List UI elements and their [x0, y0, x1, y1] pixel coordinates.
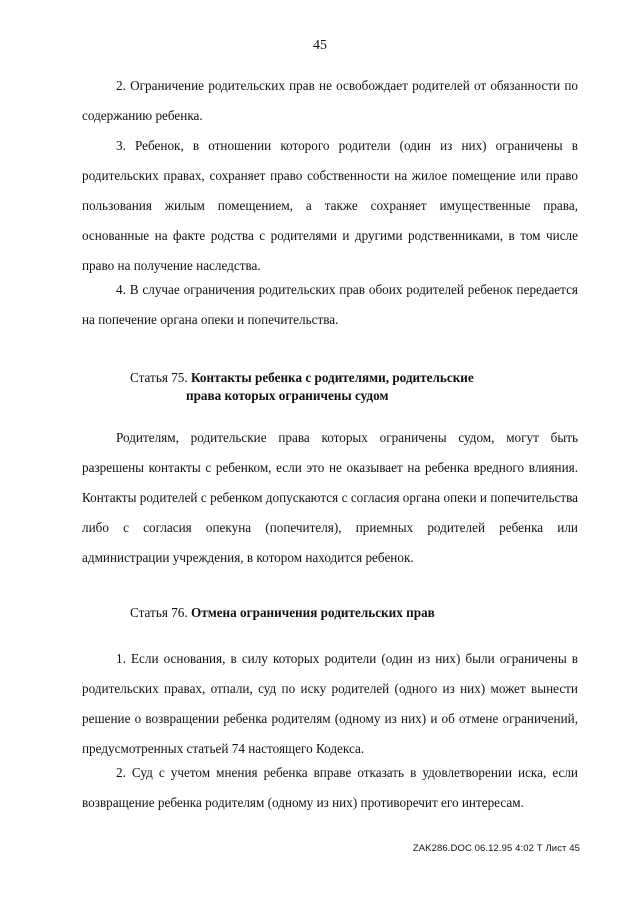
article-76-paragraph-2: 2. Суд с учетом мнения ребенка вправе отказать в удовлетворении иска, если возвращение ребенка родителям (одному из них) противоречит его интересам.	[82, 765, 578, 810]
paragraph-2: 2. Ограничение родительских прав не освобождает родителей от обязанности по содержанию ребенка.	[82, 78, 578, 123]
article-76-title: Отмена ограничения родительских прав	[190, 605, 435, 620]
paragraph-3: 3. Ребенок, в отношении которого родители (один из них) ограничены в родительских правах, сохраняет право собственности на жилое помещение или право пользования жилым помещением, а также сохраняет имущественные права, основанные на факте родства с родителями и другими родственниками, в том числе право на получение наследства.	[82, 138, 578, 273]
article-75-number: Статья 75.	[130, 370, 188, 385]
page-number: 45	[313, 38, 327, 53]
article-75-title-line2: права которых ограничены судом	[186, 388, 389, 403]
article-75-heading	[130, 369, 570, 405]
article-76-paragraph-1: 1. Если основания, в силу которых родители (один из них) были ограничены в родительских правах, отпали, суд по иску родителей (одного из них) может вынести решение о возвращении ребенка родителям (одному из них) и об отмене ограничений, предусмотренных статьей 74 настоящего Кодекса.	[82, 651, 578, 756]
footer-doc-info: ZAK286.DOC 06.12.95 4:02 Т Лист 45	[412, 843, 580, 854]
article-76-heading	[130, 604, 570, 622]
article-75-paragraph: Родителям, родительские права которых ограничены судом, могут быть разрешены контакты с ребенком, если это не оказывает на ребенка вредного влияния. Контакты родителей с ребенком допускаются с согласия органа опеки и попечительства либо с согласия опекуна (попечителя), приемных родителей ребенка или администрации учреждения, в котором находится ребенок.	[82, 430, 578, 565]
article-76-number: Статья 76.	[130, 605, 188, 620]
article-75-title-line1: Контакты ребенка с родителями, родительские	[190, 370, 474, 385]
paragraph-4: 4. В случае ограничения родительских прав обоих родителей ребенок передается на попечение органа опеки и попечительства.	[82, 282, 578, 327]
